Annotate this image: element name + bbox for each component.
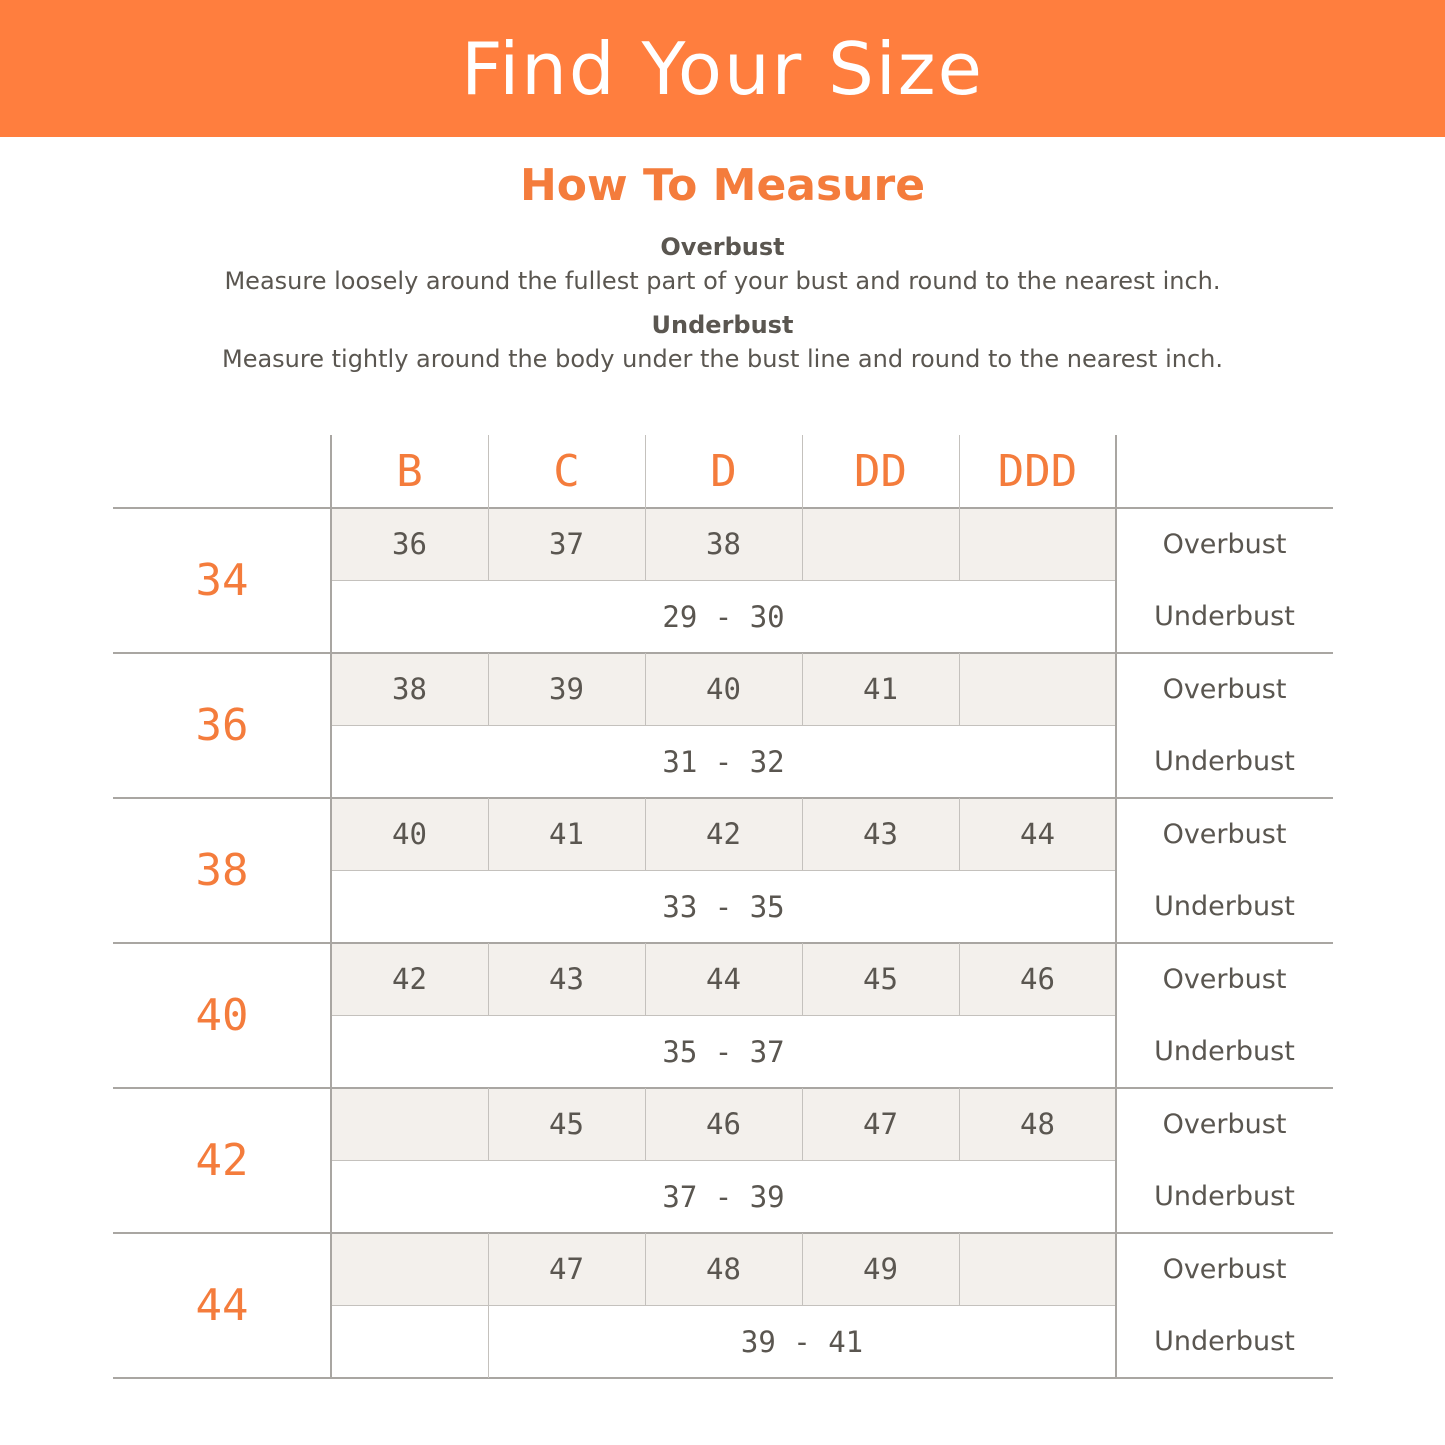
- underbust-range: 37 - 39: [662, 1179, 785, 1214]
- column-rule: [802, 508, 803, 580]
- column-rule: [645, 943, 646, 1015]
- underbust-range: 33 - 35: [662, 889, 785, 924]
- column-rule: [645, 1088, 646, 1160]
- row-divider: [331, 870, 1116, 871]
- overbust-value: 46: [706, 1107, 741, 1141]
- column-rule: [488, 943, 489, 1015]
- row-divider: [331, 580, 1116, 581]
- cup-header: DD: [854, 446, 907, 497]
- band-size: 36: [195, 700, 249, 751]
- table-rule: [113, 1377, 1333, 1379]
- underbust-label: Underbust: [1154, 891, 1295, 922]
- overbust-value: 39: [549, 672, 584, 706]
- column-rule: [802, 943, 803, 1015]
- row-divider: [331, 1015, 1116, 1016]
- column-rule: [488, 653, 489, 725]
- table-rule: [113, 942, 1333, 944]
- column-rule: [959, 798, 960, 870]
- table-rule: [113, 507, 1333, 509]
- cup-header: C: [553, 446, 580, 497]
- underbust-instructions: Measure tightly around the body under the bust line and round to the nearest inch.: [221, 345, 1223, 373]
- how-to-measure-title: How To Measure: [519, 160, 926, 211]
- overbust-value: 41: [549, 817, 584, 851]
- overbust-value: 41: [863, 672, 898, 706]
- column-rule: [645, 1233, 646, 1305]
- column-rule: [645, 435, 646, 508]
- column-rule: [1115, 435, 1117, 1378]
- band-size: 34: [195, 555, 249, 606]
- underbust-range: 35 - 37: [662, 1034, 785, 1069]
- column-rule: [330, 435, 332, 1378]
- column-rule: [802, 798, 803, 870]
- overbust-value: 43: [863, 817, 898, 851]
- column-rule: [488, 1305, 489, 1378]
- column-rule: [959, 943, 960, 1015]
- column-rule: [802, 1088, 803, 1160]
- underbust-label: Underbust: [1154, 1181, 1295, 1212]
- band-size: 38: [195, 845, 249, 896]
- overbust-value: 42: [706, 817, 741, 851]
- overbust-value: [331, 1233, 488, 1305]
- band-size: 44: [195, 1280, 249, 1331]
- overbust-value: 40: [706, 672, 741, 706]
- overbust-heading: Overbust: [660, 233, 785, 261]
- overbust-label: Overbust: [1162, 528, 1287, 560]
- underbust-heading: Underbust: [651, 311, 794, 339]
- underbust-label: Underbust: [1154, 601, 1295, 632]
- underbust-range: 29 - 30: [662, 599, 785, 634]
- overbust-value: 46: [1020, 962, 1055, 996]
- column-rule: [802, 1233, 803, 1305]
- overbust-value: [959, 508, 1116, 580]
- table-rule: [113, 652, 1333, 654]
- underbust-label: Underbust: [1154, 746, 1295, 777]
- overbust-label: Overbust: [1162, 963, 1287, 995]
- column-rule: [802, 653, 803, 725]
- column-rule: [645, 653, 646, 725]
- band-size: 40: [195, 990, 249, 1041]
- column-rule: [488, 508, 489, 580]
- column-rule: [959, 653, 960, 725]
- overbust-value: [331, 1088, 488, 1160]
- band-size: 42: [195, 1135, 249, 1186]
- row-divider: [331, 1305, 1116, 1306]
- overbust-value: 47: [549, 1252, 584, 1286]
- overbust-value: 36: [392, 527, 427, 561]
- column-rule: [959, 508, 960, 580]
- overbust-value: [802, 508, 959, 580]
- cup-header: B: [396, 446, 423, 497]
- column-rule: [959, 1088, 960, 1160]
- column-rule: [645, 508, 646, 580]
- underbust-range: 39 - 41: [740, 1324, 864, 1359]
- underbust-label: Underbust: [1154, 1036, 1295, 1067]
- overbust-value: 49: [863, 1252, 898, 1286]
- overbust-value: 40: [392, 817, 427, 851]
- overbust-value: 38: [392, 672, 427, 706]
- table-rule: [113, 1232, 1333, 1234]
- column-rule: [488, 798, 489, 870]
- column-rule: [645, 798, 646, 870]
- column-rule: [802, 435, 803, 508]
- column-rule: [959, 435, 960, 508]
- page-title: Find Your Size: [461, 26, 984, 111]
- overbust-value: 44: [1020, 817, 1055, 851]
- overbust-value: 43: [549, 962, 584, 996]
- overbust-label: Overbust: [1162, 1108, 1287, 1140]
- table-rule: [113, 797, 1333, 799]
- column-rule: [488, 1088, 489, 1160]
- column-rule: [959, 1233, 960, 1305]
- overbust-value: 48: [706, 1252, 741, 1286]
- overbust-label: Overbust: [1162, 818, 1287, 850]
- overbust-value: 47: [863, 1107, 898, 1141]
- row-divider: [331, 1160, 1116, 1161]
- overbust-value: 37: [549, 527, 584, 561]
- table-rule: [113, 1087, 1333, 1089]
- overbust-value: 45: [863, 962, 898, 996]
- underbust-range: 31 - 32: [662, 744, 785, 779]
- overbust-value: 48: [1020, 1107, 1055, 1141]
- column-rule: [488, 1233, 489, 1305]
- overbust-value: [959, 1233, 1116, 1305]
- overbust-value: 44: [706, 962, 741, 996]
- overbust-value: 38: [706, 527, 741, 561]
- cup-header: DDD: [997, 446, 1078, 497]
- cup-header: D: [710, 446, 737, 497]
- overbust-value: 42: [392, 962, 427, 996]
- column-rule: [488, 435, 489, 508]
- overbust-label: Overbust: [1162, 673, 1287, 705]
- row-divider: [331, 725, 1116, 726]
- underbust-label: Underbust: [1154, 1326, 1295, 1357]
- overbust-instructions: Measure loosely around the fullest part of your bust and round to the nearest inch.: [224, 267, 1221, 295]
- overbust-value: 45: [549, 1107, 584, 1141]
- overbust-label: Overbust: [1162, 1253, 1287, 1285]
- overbust-value: [959, 653, 1116, 725]
